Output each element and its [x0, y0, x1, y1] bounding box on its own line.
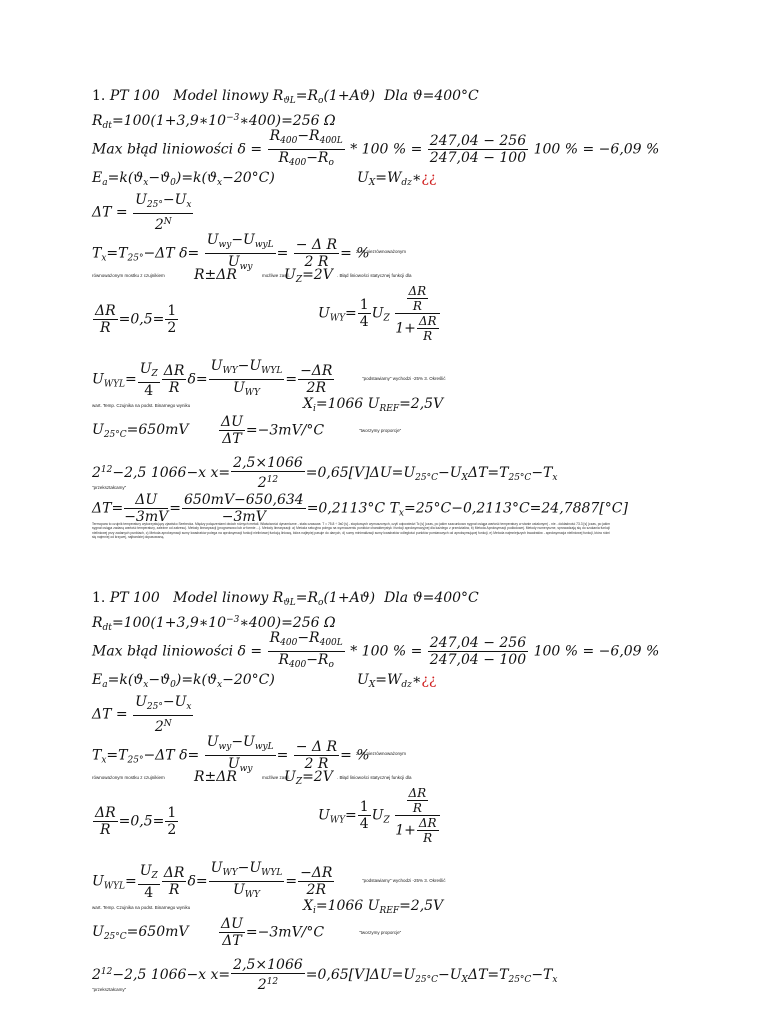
note-rownowazonym: równoważonym mostku z czujnikiem	[92, 273, 165, 278]
du-dt-equation: $\frac{\Delta U}{\Delta T}$ =−3mV/°C	[221, 414, 325, 447]
ea-equation: $E_a=k(ϑ_x-ϑ_0)=k(ϑ_x-20^\circ C)$	[92, 170, 275, 188]
r-dt-equation: $R_{dt}=100(1+3,9∗10^{-3}∗400)=256$ Ω	[92, 113, 336, 131]
note-tworzymy: "tworzymy proporcje"	[359, 428, 402, 433]
termopara-paragraph: Termopara to czujnik temperatury wykorzystujący zjawisko Seebecka. Między połączeniami dwóch różnych metali. Właściwości dynamiczne - stała czasowa: T = 75.8 ÷ 3s0 [s] - stopkowych wymuszonych, czyli odpowiedzi Tc [s] (czas, po jakim szacunkowo sygnał osiąga wartość temperatury w stanie ustalonym) - nie - dokładność 73.3 [s] (czas, po jakim sygnał osiąga zadaną wartość temperatury, zależne od zakresu). Metody linearyzacji (programowo lub w formie ...). Metody linearyzacji: a) Metoda sekcyjna polega na wyznaczeniu punktów charakterystyk i funkcji aproksymacyjnej dla każdego z przedziałów, b) Metoda Aproksymacji podłodowej. Metody numeryczne, sprowadzają się do szukania funkcji nieliniowej przy zadanych punktach, c) Metoda aproksymacji sumy kwadratów polega na aproksymacji funkcji nieliniowej funkcją liniową, która najlepiej pasuje do danych, d) sumy minimalizacji sumy kwadratów odległości punktów pomiarowych od aproksymującej funkcji, e) Metoda najmniejszych kwadratów - aproksymacja nieliniowej funkcji, która różni się najmniej od krzywej, najbardziej dopasowaną.	[92, 522, 610, 540]
dr-r-equation: $\frac{\Delta R}{R}$ =0,5= $\frac{1}{2}$	[95, 303, 177, 336]
uwyl-equation: $U_{WYL}=$ $\frac{U_Z}{4}$ $\frac{\Delta R}{R}$ δ= $\frac{U_{WY}-U_{WYL}}{U_{WY}}$ = $\frac{-\Delta R}{2R}$	[92, 358, 333, 399]
note-przeksztalcamy: "przekształcamy"	[92, 485, 127, 490]
header-line: 1. PT 100 Model linowy $R_{ϑL}=R_o(1+Aϑ)$ Dla ϑ=400°C	[92, 88, 479, 106]
u25-equation: $U_{25^\circ C}=650mV$	[92, 924, 189, 942]
delta-t-equation: ΔT = $\frac{U_{25^\circ}-U_x}{2^N}$	[92, 694, 192, 735]
tx-equation: $T_x=T_{25^\circ}-\Delta T$ δ= $\frac{U_{wy}-U_{wyL}}{U_{wy}}$ = $\frac{\text{− Δ R}}{2 R}$ = %	[92, 734, 370, 774]
ux-equation: $U_X=W_{dz}∗¿¿$	[357, 672, 437, 690]
note-blad: . Błąd liniowości statycznej funkcji dla	[337, 775, 412, 780]
header-line: 1. PT 100 Model linowy $R_{ϑL}=R_o(1+Aϑ)$ Dla ϑ=400°C	[92, 590, 479, 608]
du-dt-equation: $\frac{\Delta U}{\Delta T}$ =−3mV/°C	[221, 916, 325, 949]
note-2: 2. W niezrównoważonym	[356, 249, 407, 254]
note-podstawiamy: "podstawiamy" wychodzi -25% 3. Określić	[362, 878, 446, 883]
power-equation: $2^{12}-2,5$ 1066−x x= $\frac{2,5\times 1066}{2^{12}}$ $=0,65[V]\Delta U=U_{25^\circ C}-U_X\Delta T=T_{25^\circ C}-T_x$	[92, 455, 558, 491]
r-plus-minus: R±ΔR	[194, 769, 237, 785]
note-wart: wart. Temp. Czujnika na podst. Binarnego wyniku	[92, 403, 191, 408]
uwy-equation: $U_{WY}=$ $\frac{1}{4}$ $U_Z$ $\frac{\Delta R}{R}$ 1+ $\frac{\Delta R}{R}$	[318, 786, 441, 845]
note-mozliwe: możliwe zasil.	[262, 775, 290, 780]
note-tworzymy: "tworzymy proporcje"	[359, 930, 402, 935]
max-linearity-equation: Max błąd liniowości δ = $\frac{R_{400}-R_{400L}}{R_{400}-R_o}$ * 100 % = $\frac{247,04 - 256}{247,04 - 100}$ 100 % = −6,09 %	[92, 128, 660, 168]
r-plus-minus: R±ΔR	[194, 267, 237, 283]
tx-equation: $T_x=T_{25^\circ}-\Delta T$ δ= $\frac{U_{wy}-U_{wyL}}{U_{wy}}$ = $\frac{\text{− Δ R}}{2 R}$ = %	[92, 232, 370, 272]
delta-t-equation: ΔT = $\frac{U_{25^\circ}-U_x}{2^N}$	[92, 192, 192, 233]
max-linearity-equation: Max błąd liniowości δ = $\frac{R_{400}-R_{400L}}{R_{400}-R_o}$ * 100 % = $\frac{247,04 - 256}{247,04 - 100}$ 100 % = −6,09 %	[92, 630, 660, 670]
ea-equation: $E_a=k(ϑ_x-ϑ_0)=k(ϑ_x-20^\circ C)$	[92, 672, 275, 690]
uz-equation: $U_Z=2V$	[284, 769, 333, 787]
power-equation: $2^{12}-2,5$ 1066−x x= $\frac{2,5\times 1066}{2^{12}}$ $=0,65[V]\Delta U=U_{25^\circ C}-U_X\Delta T=T_{25^\circ C}-T_x$	[92, 957, 558, 993]
dr-r-equation: $\frac{\Delta R}{R}$ =0,5= $\frac{1}{2}$	[95, 805, 177, 838]
note-rownowazonym: równoważonym mostku z czujnikiem	[92, 775, 165, 780]
note-wart: wart. Temp. Czujnika na podst. Binarnego wyniku	[92, 905, 191, 910]
note-blad: . Błąd liniowości statycznej funkcji dla	[337, 273, 412, 278]
uwyl-equation: $U_{WYL}=$ $\frac{U_Z}{4}$ $\frac{\Delta R}{R}$ δ= $\frac{U_{WY}-U_{WYL}}{U_{WY}}$ = $\frac{-\Delta R}{2R}$	[92, 860, 333, 901]
note-2: 2. W niezrównoważonym	[356, 751, 407, 756]
note-mozliwe: możliwe zasil.	[262, 273, 290, 278]
uz-equation: $U_Z=2V$	[284, 267, 333, 285]
xi-equation: $X_i=1066$ $U_{REF}=2,5V$	[303, 396, 444, 414]
r-dt-equation: $R_{dt}=100(1+3,9∗10^{-3}∗400)=256$ Ω	[92, 615, 336, 633]
note-przeksztalcamy: "przekształcamy"	[92, 987, 127, 992]
final-equation: ΔT= $\frac{\Delta U}{-3mV}$ = $\frac{650mV-650,634}{-3mV}$ =0,2113°C $T_x=25^\circ C-0,2113^\circ C=24,7887[^\circ C]$	[92, 492, 628, 525]
ux-equation: $U_X=W_{dz}∗¿¿$	[357, 170, 437, 188]
xi-equation: $X_i=1066$ $U_{REF}=2,5V$	[303, 898, 444, 916]
uwy-equation: $U_{WY}=$ $\frac{1}{4}$ $U_Z$ $\frac{\Delta R}{R}$ 1+ $\frac{\Delta R}{R}$	[318, 284, 441, 343]
note-podstawiamy: "podstawiamy" wychodzi -25% 3. Określić	[362, 376, 446, 381]
u25-equation: $U_{25^\circ C}=650mV$	[92, 422, 189, 440]
